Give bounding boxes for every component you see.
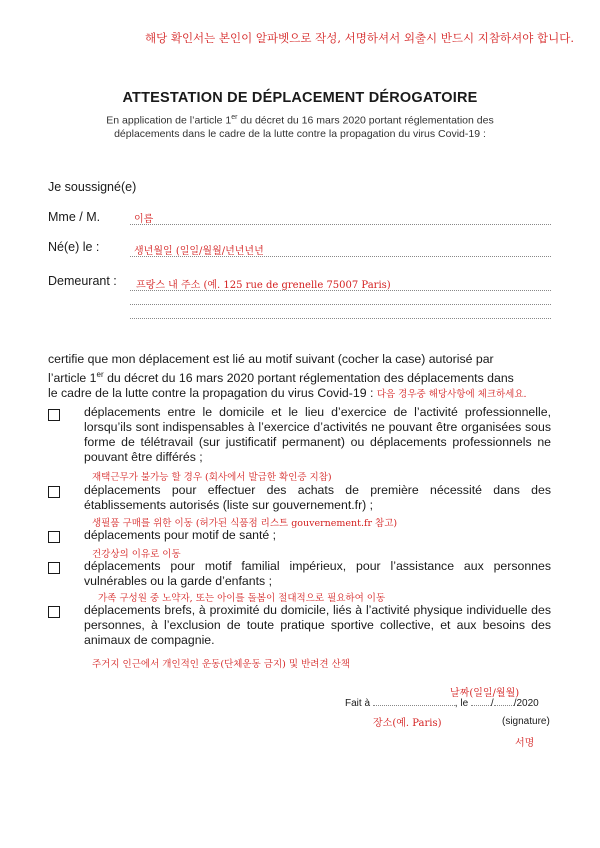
certify-korean-note: 다음 경우중 해당사항에 체크하세요. xyxy=(376,389,527,401)
motif-checkbox-shopping[interactable] xyxy=(48,486,60,498)
name-hint: 이름 xyxy=(134,214,154,225)
page-title: ATTESTATION DE DÉPLACEMENT DÉROGATOIRE xyxy=(122,90,478,106)
motif-note-exercise: 주거지 인근에서 개인적인 운동(단체운동 금지) 및 반려견 산책 xyxy=(92,659,350,670)
fait-line xyxy=(345,698,539,709)
fait-label: Fait à xyxy=(345,698,371,709)
motif-checkbox-health[interactable] xyxy=(48,531,60,543)
motif-text-health: déplacements pour motif de santé ; xyxy=(84,528,277,542)
certify-line3: le cadre de la lutte contre la propagation du virus Covid-19 : xyxy=(48,386,374,401)
motif-note-family: 가족 구성원 중 노약자, 또는 아이를 돌봄이 절대적으로 필요하여 이동 xyxy=(98,593,386,604)
motif-text-shopping: déplacements pour effectuer des achats de première nécessité dans des établissements autorisés (liste sur gouvernement.fr) ; xyxy=(84,483,551,512)
year-suffix: /2020 xyxy=(513,698,539,709)
birth-label: Né(e) le : xyxy=(48,240,100,254)
motif-text-family: déplacements pour motif familial impérieux, pour l’assistance aux personnes vulnérables ou la garde d’enfants ; xyxy=(84,559,551,588)
slash: / xyxy=(490,698,494,709)
intro-line1a: En application de l’article 1 xyxy=(106,114,232,127)
date-hint: 날짜(일일/월월) xyxy=(450,688,520,699)
place-field[interactable] xyxy=(373,705,455,706)
intro-line2: déplacements dans le cadre de la lutte contre la propagation du virus Covid-19 : xyxy=(114,127,486,140)
address-field-2[interactable] xyxy=(130,304,551,305)
motif-note-work: 재택근무가 불가능 할 경우 (회사에서 발급한 확인증 지참) xyxy=(92,472,332,483)
name-label: Mme / M. xyxy=(48,210,101,224)
birth-field[interactable] xyxy=(130,256,551,257)
place-hint: 장소(예. Paris) xyxy=(373,718,442,729)
motif-text-exercise: déplacements brefs, à proximité du domicile, liés à l’activité physique individuelle des personnes, à l’exclusion de toute pratique sportive collective, et aux besoins des animaux de compagnie. xyxy=(84,603,551,647)
certify-line1: certifie que mon déplacement est lié au motif suivant (cocher la case) autorisé par xyxy=(48,352,494,366)
intro-sup: er xyxy=(231,114,238,121)
certify-paragraph xyxy=(48,352,551,402)
soussigne-label: Je soussigné(e) xyxy=(48,180,137,194)
intro-text xyxy=(60,111,540,141)
month-field[interactable] xyxy=(494,705,514,706)
name-field[interactable] xyxy=(130,224,551,225)
day-field[interactable] xyxy=(471,705,491,706)
signature-label: (signature) xyxy=(502,716,550,727)
motif-checkbox-exercise[interactable] xyxy=(48,606,60,618)
address-field-1[interactable] xyxy=(130,290,551,291)
motif-text-work: déplacements entre le domicile et le lieu d’exercice de l’activité professionnelle, lorsqu’ils sont indispensables à l’exercice d’activités ne pouvant être organisées sous forme de télétravail (sur justificatif permanent) ou déplacements professionnels ne pouvant être différés ; xyxy=(84,405,551,464)
korean-notice: 해당 확인서는 본인이 알파벳으로 작성, 서명하셔서 외출시 반드시 지참하셔야 합니다. xyxy=(144,31,574,45)
motif-checkbox-family[interactable] xyxy=(48,562,60,574)
motif-note-health: 건강상의 이유로 이동 xyxy=(92,549,181,560)
address-hint: 프랑스 내 주소 (예. 125 rue de grenelle 75007 Paris) xyxy=(136,280,391,291)
le-label: , le xyxy=(454,698,469,709)
address-label: Demeurant : xyxy=(48,274,117,288)
intro-line1b: du décret du 16 mars 2020 portant réglementation des xyxy=(237,114,494,127)
certify-line2b: du décret du 16 mars 2020 portant réglementation des déplacements dans xyxy=(103,371,514,386)
certify-line2a: l’article 1 xyxy=(48,371,97,386)
sign-hint: 서명 xyxy=(515,738,535,749)
address-field-3[interactable] xyxy=(130,318,551,319)
motif-note-shopping: 생필품 구매를 위한 이동 (허가된 식품점 리스트 gouvernement.fr 참고) xyxy=(92,518,398,529)
birth-hint: 생년월일 (일일/월월/년년년년 xyxy=(134,246,264,257)
certify-sup: er xyxy=(96,370,104,379)
motif-checkbox-work[interactable] xyxy=(48,409,60,421)
